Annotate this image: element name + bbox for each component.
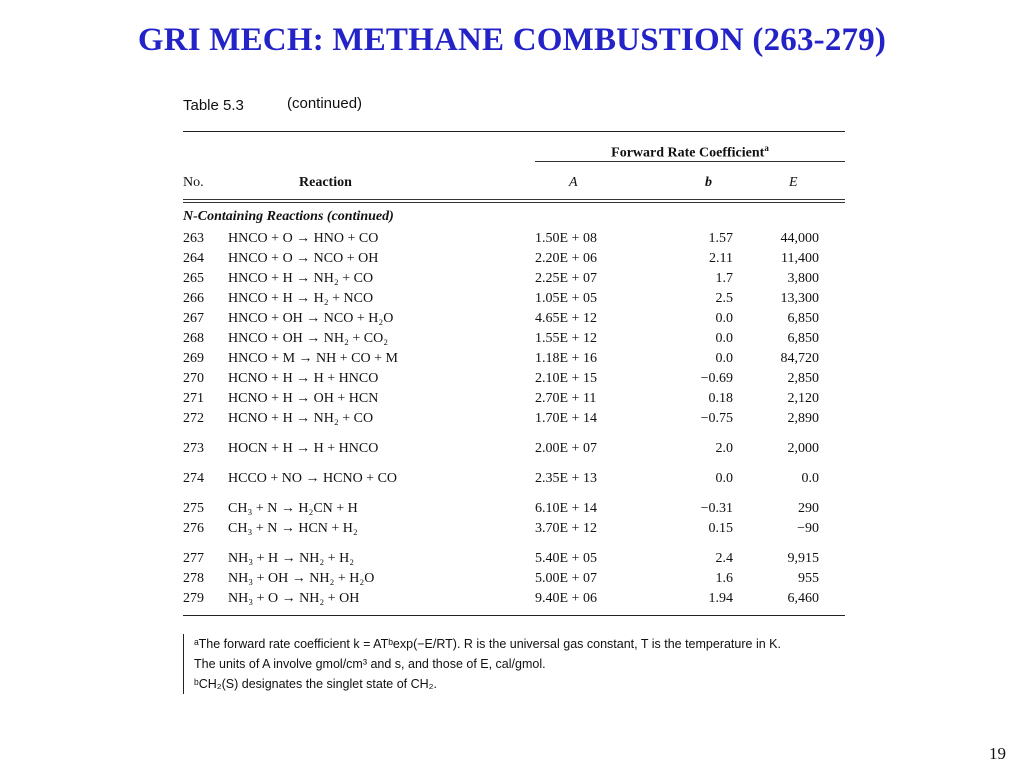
table-bottom-rule (183, 615, 845, 616)
row-coef-b: 0.0 (715, 351, 733, 366)
table-label: Table 5.3 (183, 97, 244, 114)
row-coef-e: 6,460 (787, 591, 819, 606)
row-coef-b: 1.7 (715, 271, 733, 286)
page-number: 19 (989, 744, 1006, 763)
row-coef-a: 2.70E + 11 (535, 391, 597, 406)
row-reaction: HNCO + O → NCO + OH (228, 251, 379, 266)
row-number: 269 (183, 351, 204, 366)
column-header-a: A (569, 175, 578, 190)
row-coef-a: 4.65E + 12 (535, 311, 597, 326)
row-coef-a: 1.18E + 16 (535, 351, 597, 366)
table-row (183, 351, 845, 371)
table-row (183, 271, 845, 291)
footnote-marker-a: a (764, 143, 769, 153)
row-reaction: HOCN + H → H + HNCO (228, 441, 379, 456)
table-row (183, 251, 845, 271)
row-number: 263 (183, 231, 204, 246)
row-reaction: HCNO + H → OH + HCN (228, 391, 379, 406)
row-number: 271 (183, 391, 204, 406)
table-row (183, 371, 845, 391)
row-coef-a: 1.05E + 05 (535, 291, 597, 306)
header-rule-2 (183, 202, 845, 203)
table-row (183, 591, 845, 611)
row-reaction: NH₃ + OH → NH₂ + H₂O (228, 571, 375, 586)
row-coef-b: 0.0 (715, 311, 733, 326)
row-coef-b: 2.5 (715, 291, 733, 306)
row-coef-e: 6,850 (787, 331, 819, 346)
column-header-reaction: Reaction (299, 175, 352, 190)
row-number: 270 (183, 371, 204, 386)
row-reaction: HNCO + OH → NCO + H₂O (228, 311, 394, 326)
row-reaction: HNCO + H → H₂ + NCO (228, 291, 374, 306)
row-number: 275 (183, 501, 204, 516)
row-coef-e: 3,800 (787, 271, 819, 286)
table-row (183, 521, 845, 541)
row-coef-a: 2.20E + 06 (535, 251, 597, 266)
table-row (183, 411, 845, 431)
forward-rate-header-text: Forward Rate Coefficient (611, 145, 765, 161)
row-coef-e: 6,850 (787, 311, 819, 326)
row-coef-b: 2.4 (715, 551, 733, 566)
row-reaction: CH₃ + N → HCN + H₂ (228, 521, 358, 536)
row-coef-b: 1.6 (715, 571, 733, 586)
table-top-rule (183, 131, 845, 132)
footnote-units: The units of A involve gmol/cm³ and s, and those of E, cal/gmol. (194, 657, 546, 671)
row-number: 276 (183, 521, 204, 536)
row-coef-a: 9.40E + 06 (535, 591, 597, 606)
row-coef-e: −90 (797, 521, 819, 536)
row-coef-b: −0.69 (700, 371, 733, 386)
header-rule-1 (183, 199, 845, 200)
table-row (183, 331, 845, 351)
row-coef-b: 1.94 (708, 591, 733, 606)
row-reaction: HCCO + NO → HCNO + CO (228, 471, 398, 486)
table-caption (183, 95, 845, 117)
group-header-rule (535, 161, 845, 162)
table-row (183, 551, 845, 571)
row-coef-b: −0.75 (700, 411, 733, 426)
row-coef-e: 2,120 (787, 391, 819, 406)
row-coef-a: 2.00E + 07 (535, 441, 597, 456)
row-reaction: HNCO + O → HNO + CO (228, 231, 379, 246)
row-coef-b: 1.57 (708, 231, 733, 246)
row-coef-a: 5.00E + 07 (535, 571, 597, 586)
section-label: N-Containing Reactions (continued) (183, 209, 394, 224)
row-number: 266 (183, 291, 204, 306)
row-reaction: NH₃ + H → NH₂ + H₂ (228, 551, 355, 566)
row-coef-a: 1.50E + 08 (535, 231, 597, 246)
row-reaction: NH₃ + O → NH₂ + OH (228, 591, 360, 606)
row-coef-b: 0.0 (715, 331, 733, 346)
row-coef-a: 1.55E + 12 (535, 331, 597, 346)
row-coef-b: −0.31 (700, 501, 733, 516)
row-coef-b: 0.0 (715, 471, 733, 486)
column-header-no: No. (183, 175, 204, 190)
row-number: 278 (183, 571, 204, 586)
row-number: 279 (183, 591, 204, 606)
row-coef-e: 2,850 (787, 371, 819, 386)
row-number: 274 (183, 471, 204, 486)
row-coef-a: 1.70E + 14 (535, 411, 597, 426)
table-row (183, 391, 845, 411)
row-reaction: HCNO + H → NH₂ + CO (228, 411, 374, 426)
forward-rate-header (535, 143, 845, 162)
row-reaction: HNCO + OH → NH₂ + CO₂ (228, 331, 389, 346)
row-coef-e: 9,915 (787, 551, 819, 566)
row-coef-a: 6.10E + 14 (535, 501, 597, 516)
table-row (183, 571, 845, 591)
row-number: 267 (183, 311, 204, 326)
row-reaction: HCNO + H → H + HNCO (228, 371, 379, 386)
column-header-b: b (705, 175, 712, 190)
row-coef-a: 2.25E + 07 (535, 271, 597, 286)
slide-title: GRI MECH: METHANE COMBUSTION (263-279) (137, 22, 887, 58)
table-continued-note: (continued) (287, 95, 363, 112)
row-coef-b: 0.15 (708, 521, 733, 536)
table-row (183, 231, 845, 251)
row-coef-e: 2,000 (787, 441, 819, 456)
row-coef-b: 2.11 (709, 251, 733, 266)
row-reaction: HNCO + H → NH₂ + CO (228, 271, 374, 286)
table-row (183, 311, 845, 331)
row-coef-b: 2.0 (715, 441, 733, 456)
row-number: 277 (183, 551, 204, 566)
row-number: 268 (183, 331, 204, 346)
row-number: 273 (183, 441, 204, 456)
row-coef-e: 955 (798, 571, 819, 586)
row-coef-e: 84,720 (780, 351, 819, 366)
row-coef-e: 290 (798, 501, 819, 516)
table-row (183, 291, 845, 311)
row-number: 272 (183, 411, 204, 426)
row-coef-a: 5.40E + 05 (535, 551, 597, 566)
row-coef-e: 0.0 (801, 471, 819, 486)
row-number: 264 (183, 251, 204, 266)
row-number: 265 (183, 271, 204, 286)
table-row (183, 501, 845, 521)
row-reaction: CH₃ + N → H₂CN + H (228, 501, 358, 516)
row-coef-a: 3.70E + 12 (535, 521, 597, 536)
row-coef-b: 0.18 (708, 391, 733, 406)
table-row (183, 441, 845, 461)
table-row (183, 471, 845, 491)
row-coef-a: 2.35E + 13 (535, 471, 597, 486)
rate-table (183, 95, 845, 606)
footnote-b: ᵇCH₂(S) designates the singlet state of CH₂. (194, 677, 437, 691)
row-coef-e: 2,890 (787, 411, 819, 426)
footnotes (183, 634, 874, 694)
row-coef-e: 11,400 (781, 251, 819, 266)
row-reaction: HNCO + M → NH + CO + M (228, 351, 398, 366)
row-coef-e: 13,300 (780, 291, 819, 306)
row-coef-e: 44,000 (780, 231, 819, 246)
footnote-a: ᵃThe forward rate coefficient k = ATᵇexp(−E/RT). R is the universal gas constant, T is the temperature in K. (194, 637, 781, 651)
row-coef-a: 2.10E + 15 (535, 371, 597, 386)
column-header-e: E (789, 175, 798, 190)
